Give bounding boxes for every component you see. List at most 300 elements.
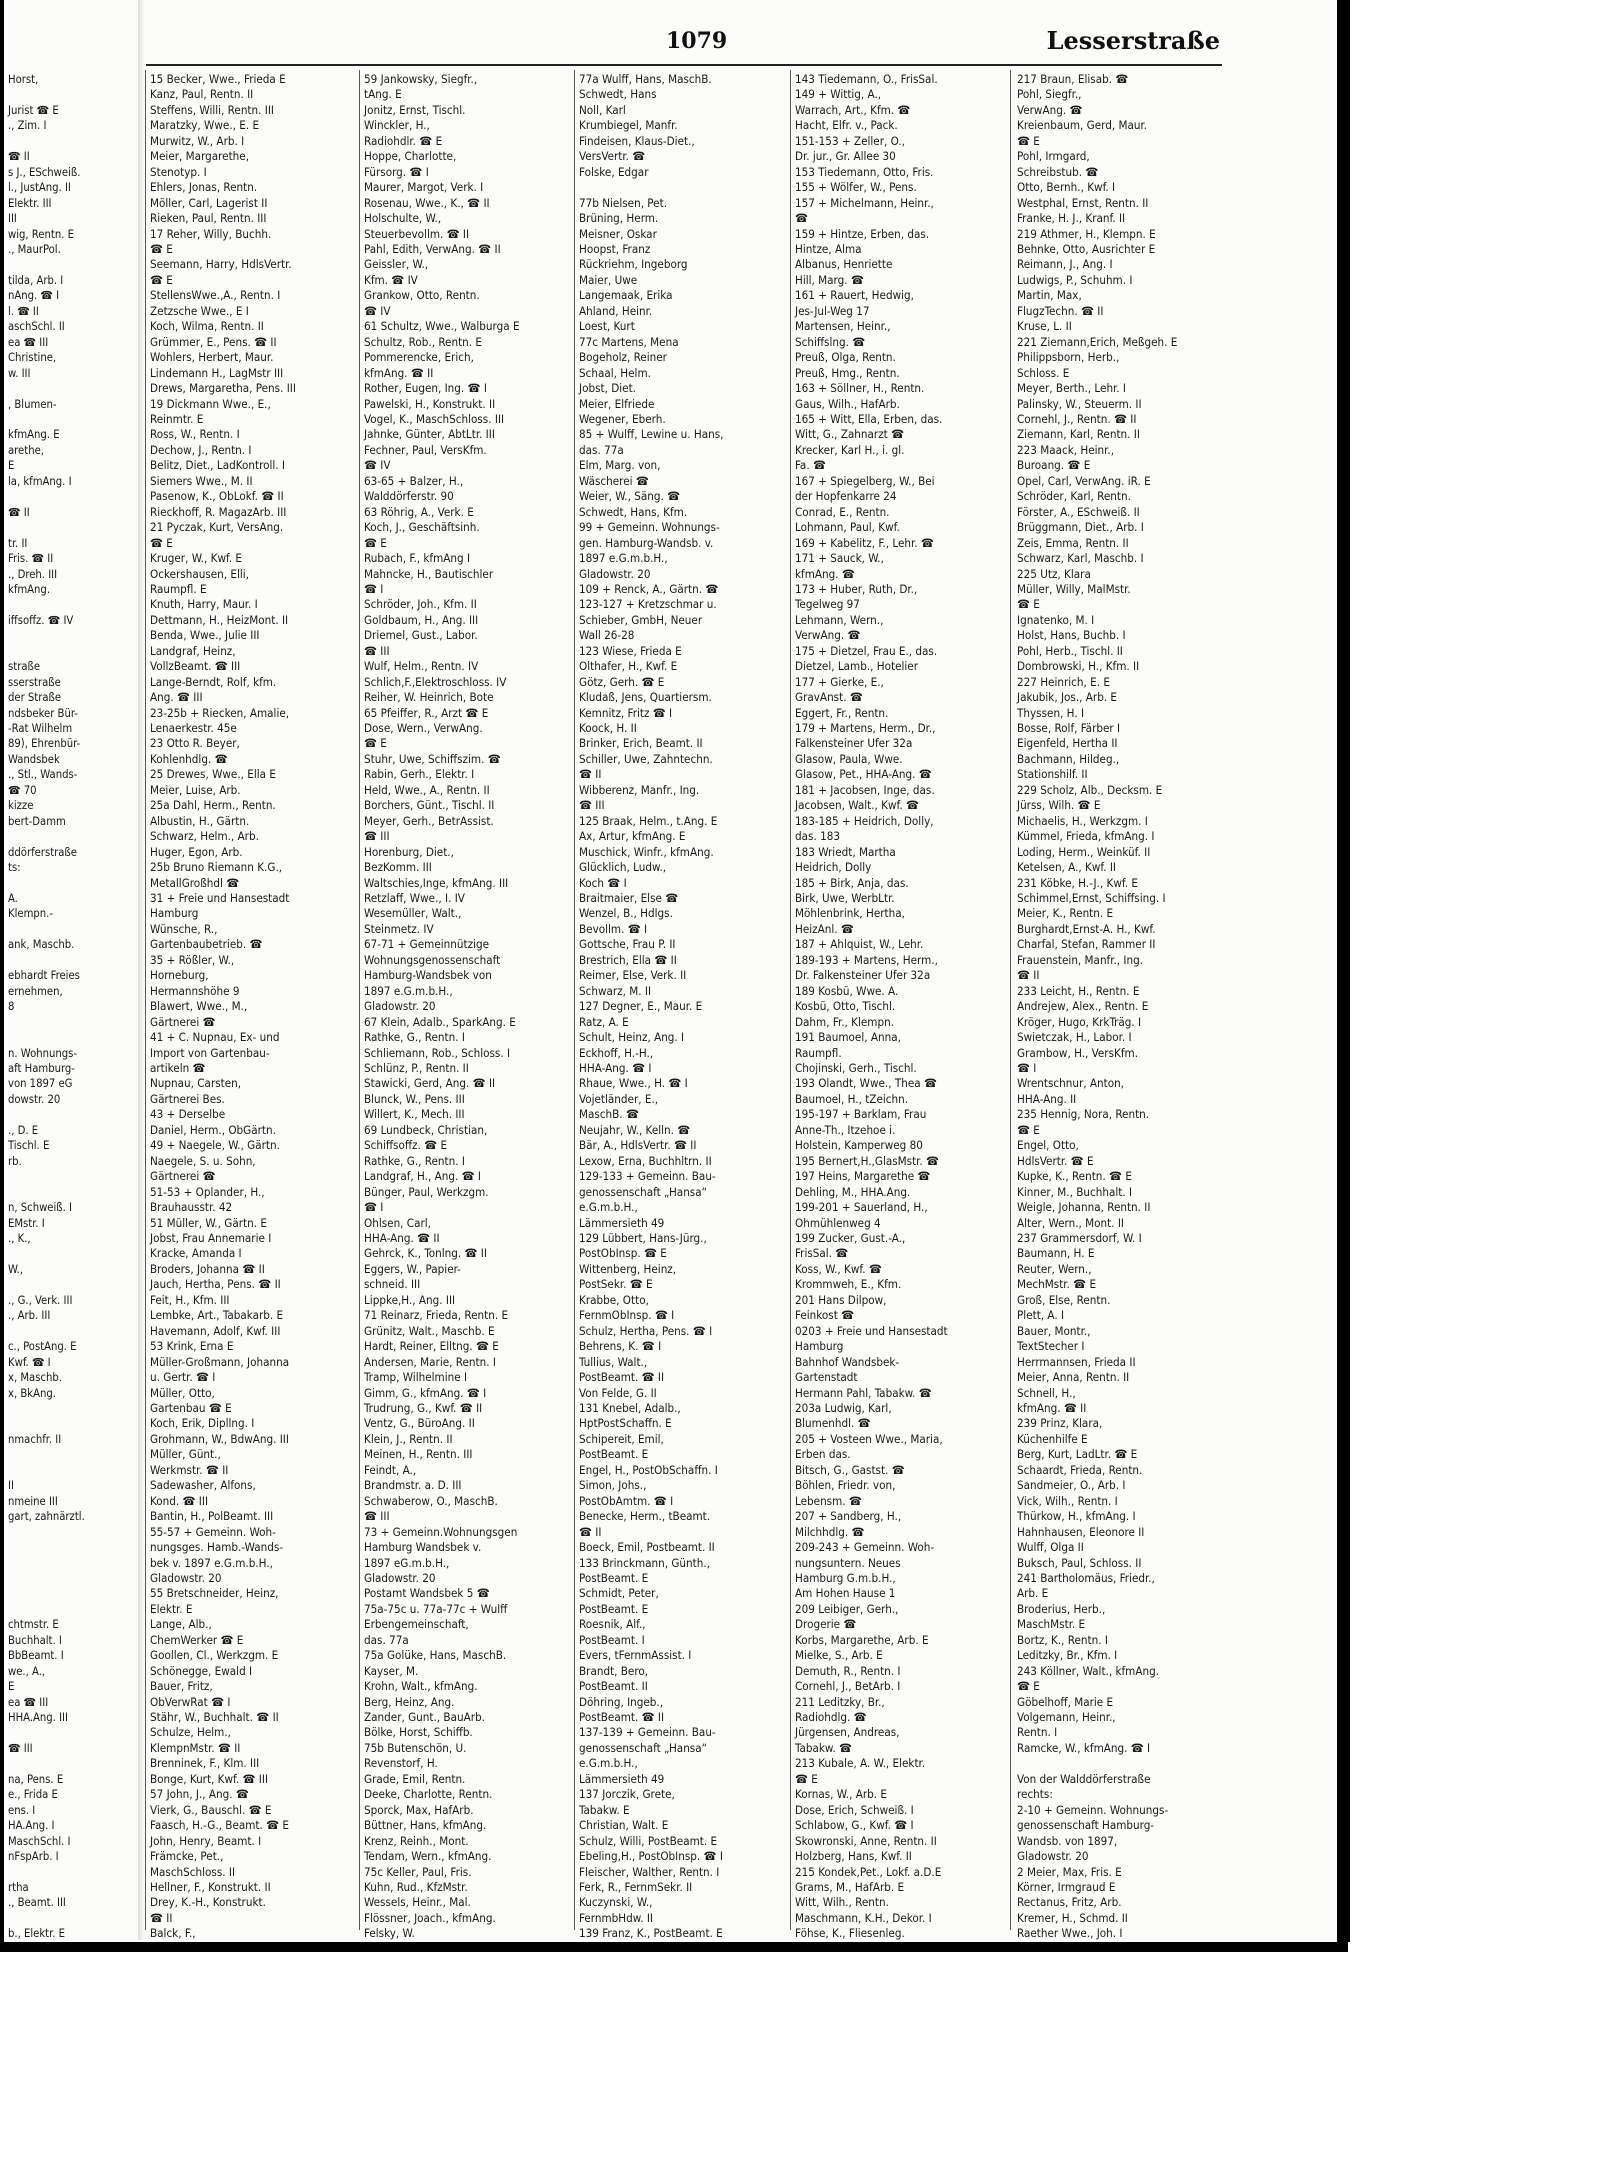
directory-entry-line: 185 + Birk, Anja, das. [795,875,909,890]
directory-entry-line: Broderius, Herb., [1017,1601,1106,1616]
directory-entry-line: 209-243 + Gemeinn. Woh- [795,1540,935,1555]
directory-entry-line [579,180,785,195]
directory-entry-line: Meier, Luise, Arb. [150,782,241,797]
directory-entry-line [8,1015,136,1030]
directory-entry-line: Bünger, Paul, Werkzgm. [364,1184,489,1199]
directory-entry-line: ., K., [8,1231,31,1245]
directory-entry-line: 163 + Söllner, H., Rentn. [795,381,925,396]
directory-entry-line: Schult, Heinz, Ang. I [579,1030,685,1045]
directory-entry-line: Müller, Otto, [150,1385,215,1400]
directory-page [8,0,1336,1940]
directory-entry-line: Burghardt,Ernst-A. H., Kwf. [1017,921,1156,936]
directory-entry-line: Fris. ☎ II [8,552,54,566]
directory-entry-line: 129 Lübbert, Hans-Jürg., [579,1230,707,1245]
directory-entry-line: -Rat Wilhelm [8,722,73,736]
directory-entry-line: Gärtnerei ☎ [150,1014,216,1029]
directory-entry-line [8,1571,136,1586]
directory-entry-line: Kond. ☎ III [150,1493,209,1508]
directory-entry-line: 125 Braak, Helm., t.Ang. E [579,813,718,828]
directory-entry-line: 157 + Michelmann, Heinr., [795,195,934,210]
directory-entry-line: Boeck, Emil, Postbeamt. II [579,1540,715,1555]
directory-entry-line: Ahland, Heinr. [579,303,653,318]
directory-entry-line: ., Arb. III [8,1309,51,1323]
directory-entry-line: Körner, Irmgraud E [1017,1880,1116,1895]
directory-entry-line: Opel, Carl, VerwAng. iR. E [1017,473,1151,488]
directory-entry-line: PostBeamt. ☎ II [579,1710,665,1725]
directory-entry-line: II [8,1479,14,1493]
directory-entry-line: Grams, M., HafArb. E [795,1880,905,1895]
directory-entry-line: 207 + Sandberg, H., [795,1509,902,1524]
directory-entry-line: HA.Ang. I [8,1819,55,1833]
directory-entry-line: Philippsborn, Herb., [1017,350,1120,365]
directory-entry-line: Import von Gartenbau- [150,1045,270,1060]
directory-entry-line: Willert, K., Mech. III [364,1107,465,1122]
directory-entry-line: Gärtnerei Bes. [150,1091,225,1106]
directory-entry-line: der Straße [8,691,62,705]
directory-entry-line: Heidrich, Dolly [795,860,872,875]
directory-entry-line: Meyer, Berth., Lehr. I [1017,381,1126,396]
directory-entry-line: Vojetländer, E., [579,1091,659,1106]
directory-entry-line: GravAnst. ☎ [795,690,863,705]
directory-entry-line: Steuerbevollm. ☎ II [364,226,470,241]
directory-entry-line: Tramp, Wilhelmine I [364,1370,468,1385]
directory-entry-line: Schönegge, Ewald I [150,1663,253,1678]
directory-entry-line: Korbs, Margarethe, Arb. E [795,1632,929,1647]
directory-entry-line: Berg, Kurt, LadLtr. ☎ E [1017,1447,1138,1462]
directory-entry-line: ☎ E [364,736,387,751]
directory-entry-line: Drey, K.-H., Konstrukt. [150,1895,266,1910]
directory-entry-line: Kümmel, Frieda, kfmAng. I [1017,829,1155,844]
directory-entry-line: VersVertr. ☎ [579,149,646,164]
directory-entry-line: ☎ IV [364,458,391,473]
directory-entry-line: Krabbe, Otto, [579,1292,649,1307]
directory-entry-line: s J., ESchweiß. [8,165,81,179]
directory-entry-line: 195 Bernert,H.,GlasMstr. ☎ [795,1153,940,1168]
directory-entry-line: Jurist ☎ E [8,103,59,117]
directory-entry-line: Koss, W., Kwf. ☎ [795,1261,882,1276]
directory-entry-line: Blawert, Wwe., M., [150,999,248,1014]
directory-entry-line [8,1185,136,1200]
directory-entry-line: 187 + Ahlquist, W., Lehr. [795,937,924,952]
directory-entry-line: ts: [8,861,21,875]
directory-entry-line: Kornas, W., Arb. E [795,1787,887,1802]
directory-entry-line: Döhring, Ingeb., [579,1694,664,1709]
directory-entry-line: Hellner, F., Konstrukt. II [150,1880,271,1895]
directory-entry-line: Evers, tFernmAssist. I [579,1648,692,1663]
directory-entry-line: Meisner, Oskar [579,226,657,241]
directory-entry-line: b., Elektr. E [8,1927,65,1941]
directory-entry-line: 23 Otto R. Beyer, [150,736,240,751]
directory-entry-line: rechts: [1017,1787,1053,1802]
directory-entry-line: Schultz, Rob., Rentn. E [364,334,482,349]
directory-entry-line: Krumbiegel, Manfr. [579,118,678,133]
directory-entry-line: Reuter, Wern., [1017,1261,1092,1276]
directory-entry-line: ., MaurPol. [8,242,61,256]
directory-entry-line: Maier, Uwe [579,272,638,287]
directory-entry-line: Faasch, H.-G., Beamt. ☎ E [150,1818,290,1833]
directory-entry-line: 189-193 + Martens, Herm., [795,952,938,967]
directory-entry-line [8,134,136,149]
directory-entry-line: Grünitz, Walt., Maschb. E [364,1323,495,1338]
directory-entry-line [8,1586,136,1601]
directory-entry-line: Wünsche, R., [150,921,218,936]
directory-entry-line: 167 + Spiegelberg, W., Bei [795,473,935,488]
directory-entry-line: Lange, Alb., [150,1617,212,1632]
directory-entry-line: Gärtnerei ☎ [150,1169,216,1184]
directory-entry-line: ☎ II [1017,968,1040,983]
directory-entry-line: Otto, Bernh., Kwf. I [1017,180,1116,195]
directory-entry-line: der Hopfenkarre 24 [795,489,897,504]
directory-entry-line: 77a Wulff, Hans, MaschB. [579,72,712,86]
directory-entry-line: Kinner, M., Buchhalt. I [1017,1184,1133,1199]
scan-border-left [0,0,4,1952]
directory-entry-line: Pasenow, K., ObLokf. ☎ II [150,489,284,504]
directory-entry-line: 203a Ludwig, Karl, [795,1400,892,1415]
directory-entry-line: 2-10 + Gemeinn. Wohnungs- [1017,1802,1169,1817]
directory-entry-line: 57 John, J., Ang. ☎ [150,1787,249,1802]
directory-entry-line: PostBeamt. I [579,1632,645,1647]
directory-entry-line: we., A., [8,1664,46,1678]
directory-entry-line: Möller, Carl, Lagerist II [150,195,268,210]
directory-entry-line: Bortz, K., Rentn. I [1017,1632,1108,1647]
column-divider [145,70,146,1930]
directory-entry-line: Rentn. I [1017,1725,1058,1740]
directory-entry-line: 189 Kosbü, Wwe. A. [795,983,899,998]
directory-entry-line: Von Felde, G. II [579,1385,657,1400]
directory-entry-line: Wall 26-28 [579,628,635,643]
directory-entry-line: Schliemann, Rob., Schloss. I [364,1045,511,1060]
directory-entry-line: Ventz, G., BüroAng. II [364,1416,475,1431]
directory-entry-line: Conrad, E., Rentn. [795,504,890,519]
directory-entry-line: Cornehl, J., Rentn. ☎ II [1017,411,1137,426]
directory-entry-line: dowstr. 20 [8,1092,61,1106]
directory-entry-line: Schröder, Karl, Rentn. [1017,489,1131,504]
directory-entry-line: Westphal, Ernst, Rentn. II [1017,195,1149,210]
directory-entry-line: Lexow, Erna, Buchhltrn. II [579,1153,712,1168]
directory-entry-line: Ketelsen, A., Kwf. II [1017,860,1117,875]
directory-entry-line: Buksch, Paul, Schloss. II [1017,1555,1142,1570]
directory-entry-line: Rubach, F., kfmAng I [364,551,471,566]
directory-entry-line: kfmAng. ☎ [795,566,855,581]
directory-entry-line: ☎ E [1017,597,1040,612]
directory-entry-line: 231 Köbke, H.-J., Kwf. E [1017,875,1138,890]
directory-entry-line [8,1277,136,1292]
directory-entry-line: Kfm. ☎ IV [364,272,418,287]
directory-entry-line: ☎ III [364,829,390,844]
directory-entry-line: 139 Franz, K., PostBeamt. E [579,1926,723,1941]
directory-entry-line: Brüning, Herm. [579,211,659,226]
directory-entry-line: 243 Köllner, Walt., kfmAng. [1017,1663,1160,1678]
directory-entry-line: Christine, [8,351,57,365]
column-divider [1010,70,1011,1930]
directory-entry-line: Falkensteiner Ufer 32a [795,736,913,751]
directory-entry-line: Bosse, Rolf, Färber I [1017,721,1121,736]
directory-entry-line [8,597,136,612]
directory-entry-line: ☎ E [1017,1122,1040,1137]
directory-entry-line: ☎ 70 [8,783,37,797]
directory-entry-line: Bauer, Fritz, [150,1679,213,1694]
directory-entry-line: Roesnik, Alf., [579,1617,646,1632]
directory-entry-line: 73 + Gemeinn.Wohnungsgen [364,1524,518,1539]
directory-entry-line: Gimm, G., kfmAng. ☎ I [364,1385,487,1400]
directory-entry-line: 201 Hans Dilpow, [795,1292,887,1307]
directory-entry-line [8,520,136,535]
directory-entry-line: Kremer, H., Schmd. II [1017,1910,1128,1925]
directory-entry-line: Chojinski, Gerh., Tischl. [795,1061,917,1075]
directory-entry-line: 161 + Rauert, Hedwig, [795,288,914,303]
directory-entry-line: Radiohdlg. ☎ [795,1710,867,1725]
directory-entry-line: Elm, Marg. von, [579,458,661,473]
directory-entry-line: Glücklich, Ludw., [579,860,667,875]
directory-entry-line: Främcke, Pet., [150,1849,224,1864]
directory-entry-line: Koch, J., Geschäftsinh. [364,520,480,535]
directory-entry-line: ., Zim. I [8,119,47,133]
directory-entry-line: das. 77a [364,1632,409,1647]
directory-entry-line: Stähr, W., Buchhalt. ☎ II [150,1710,279,1725]
directory-entry-line: Findeisen, Klaus-Diet., [579,133,695,148]
directory-entry-line: III [8,212,17,226]
directory-entry-line: Mahncke, H., Bautischler [364,566,494,581]
directory-entry-line: Götz, Gerh. ☎ E [579,674,665,689]
directory-entry-line: Rückriehm, Ingeborg [579,257,688,272]
directory-entry-line: Wäscherei ☎ [579,473,649,488]
directory-entry-line: Palinsky, W., Steuerm. II [1017,396,1142,411]
directory-entry-line: Krohn, Walt., kfmAng. [364,1679,478,1694]
directory-entry-line: Kanz, Paul, Rentn. II [150,87,254,102]
directory-entry-line: Hacht, Elfr. v., Pack. [795,118,898,133]
directory-entry-line: straße [8,660,41,674]
directory-entry-line: PostObAmtm. ☎ I [579,1493,674,1508]
directory-entry-line: Havemann, Adolf, Kwf. III [150,1323,281,1338]
directory-entry-line: Hermann Pahl, Tabakw. ☎ [795,1385,932,1400]
directory-entry-line: 77b Nielsen, Pet. [579,195,668,210]
directory-entry-line: ., Beamt. III [8,1896,66,1910]
directory-entry-line: Brestrich, Ella ☎ II [579,952,677,967]
directory-entry-line: Ax, Artur, kfmAng. E [579,829,686,844]
directory-entry-line: 215 Kondek,Pet., Lokf. a.D.E [795,1864,942,1879]
directory-entry-line: Rosenau, Wwe., K., ☎ II [364,195,490,210]
directory-entry-line: ., Dreh. III [8,567,58,581]
directory-entry-line: Göbelhoff, Marie E [1017,1694,1114,1709]
directory-entry-line: PostBeamt. E [579,1447,649,1462]
directory-entry-line: Loest, Kurt [579,319,635,334]
directory-entry-line: ☎ III [579,798,605,813]
directory-entry-line: Sadewasher, Alfons, [150,1478,256,1493]
directory-entry-line: Michaelis, H., Werkzgm. I [1017,813,1148,828]
directory-entry-line: Albanus, Henriette [795,257,893,272]
directory-entry-line: Elektr. E [150,1601,193,1616]
directory-entry-line: ☎ E [150,535,173,550]
directory-entry-line: ☎ III [364,643,390,658]
directory-entry-line: x, Maschb. [8,1371,62,1385]
directory-entry-line: Berg, Heinz, Ang. [364,1694,455,1709]
directory-entry-line: Anne-Th., Itzehoe i. [795,1122,896,1137]
directory-entry-line: Leditzky, Br., Kfm. I [1017,1648,1118,1663]
directory-entry-line: 123 Wiese, Frieda E [579,643,682,658]
directory-entry-line: Rother, Eugen, Ing. ☎ I [364,381,487,396]
directory-entry-line: Jakubik, Jos., Arb. E [1017,690,1118,705]
directory-entry-line: u. Gertr. ☎ I [150,1370,216,1385]
directory-entry-line: Ross, W., Rentn. I [150,427,240,442]
directory-entry-line: Deeke, Charlotte, Rentn. [364,1787,493,1802]
directory-entry-line: Borchers, Günt., Tischl. II [364,798,495,813]
directory-entry-line: ddörferstraße [8,845,77,859]
directory-entry-line: tr. II [8,536,28,550]
directory-entry-line: ☎ III [8,1741,33,1755]
directory-entry-line: das. 183 [795,829,840,844]
directory-entry-line: Brandt, Bero, [579,1663,649,1678]
page-number: 1079 [666,28,728,54]
directory-entry-line: PostObInsp. ☎ E [579,1246,667,1261]
directory-entry-line: Koock, H. II [579,721,637,736]
directory-entry-line: Weigle, Johanna, Rentn. II [1017,1200,1151,1215]
directory-entry-line: Tullius, Walt., [579,1354,648,1369]
directory-entry-line: Ehlers, Jonas, Rentn. [150,180,258,195]
directory-entry-line: 51-53 + Oplander, H., [150,1184,265,1199]
directory-entry-line: Kupke, K., Rentn. ☎ E [1017,1169,1132,1184]
directory-entry-line: 67-71 + Gemeinnützige [364,937,489,952]
directory-entry-line: Meier, Margarethe, [150,149,250,164]
directory-column-4 [795,72,1005,1941]
directory-entry-line: 17 Reher, Willy, Buchh. [150,226,272,241]
directory-entry-line: Dahm, Fr., Klempn. [795,1014,894,1029]
directory-entry-line: Wulf, Helm., Rentn. IV [364,659,479,674]
directory-entry-line: Stawicki, Gerd, Ang. ☎ II [364,1076,496,1091]
directory-entry-line: ea ☎ III [8,335,49,349]
directory-entry-line: arethe, [8,443,44,457]
directory-entry-line: Kuhn, Rud., KfzMstr. [364,1880,468,1895]
directory-entry-line: Fechner, Paul, VersKfm. [364,442,487,457]
directory-entry-line: e.G.m.b.H., [579,1200,638,1215]
directory-entry-line: Ohmühlenweg 4 [795,1215,881,1230]
directory-entry-line: artikeln ☎ [150,1061,206,1075]
directory-entry-line: Walddörferstr. 90 [364,489,454,504]
directory-entry-line: 71 Reinarz, Frieda, Rentn. E [364,1308,509,1323]
directory-entry-line: Eckhoff, H.-H., [579,1045,654,1060]
directory-entry-line: Kwf. ☎ I [8,1355,51,1369]
directory-entry-line: Lohmann, Paul, Kwf. [795,520,900,535]
directory-entry-line: Sporck, Max, HafArb. [364,1802,474,1817]
directory-column-5 [1017,72,1227,1941]
directory-entry-line: Hoopst, Franz [579,241,651,256]
directory-entry-line: Dr. jur., Gr. Allee 30 [795,149,896,164]
directory-entry-line: Naegele, S. u. Sohn, [150,1153,256,1168]
directory-entry-line: Reimer, Else, Verk. II [579,968,687,983]
directory-entry-line: 143 Tiedemann, O., FrisSal. [795,72,938,86]
directory-entry-line: Grankow, Otto, Rentn. [364,288,480,303]
directory-entry-line: 183-185 + Heidrich, Dolly, [795,813,934,828]
directory-entry-line [8,1725,136,1740]
directory-entry-line: 65 Pfeiffer, R., Arzt ☎ E [364,705,489,720]
directory-entry-line: Wegener, Eberh. [579,411,666,426]
directory-entry-line: Kludaß, Jens, Quartiersm. [579,690,712,705]
directory-entry-line: Bachmann, Hildeg., [1017,751,1120,766]
directory-entry-line: ☎ I [1017,1061,1037,1075]
directory-entry-line [8,1169,136,1184]
directory-entry-line: John, Henry, Beamt. I [150,1833,262,1848]
directory-entry-line [8,1246,136,1261]
directory-entry-line: Hintze, Alma [795,241,862,256]
directory-column-2 [364,72,570,1941]
directory-entry-line: Plett, A. I [1017,1308,1065,1323]
directory-entry-line: la, kfmAng. I [8,474,72,488]
directory-entry-line: Schulz, Hertha, Pens. ☎ I [579,1323,713,1338]
directory-entry-line: Böhlen, Friedr. von, [795,1478,896,1493]
directory-entry-line: rb. [8,1154,22,1168]
directory-entry-line: ndsbeker Bür- [8,706,78,720]
directory-entry-line: Schnell, H., [1017,1385,1076,1400]
directory-entry-line: Milchhdlg. ☎ [795,1524,865,1539]
directory-entry-line: Brinker, Erich, Beamt. II [579,736,703,751]
directory-entry-line: MaschSchl. I [8,1834,71,1848]
directory-entry-line: 179 + Martens, Herm., Dr., [795,721,936,736]
directory-entry-line: Meyer, Gerh., BetrAssist. [364,813,494,828]
directory-entry-line: 237 Grammersdorf, W. I [1017,1230,1142,1245]
directory-entry-line: 127 Degner, E., Maur. E [579,999,703,1014]
directory-entry-line: 1897 e.G.m.b.H., [579,551,668,566]
directory-entry-line: Jes-Jul-Weg 17 [795,303,870,318]
directory-entry-line: Müller, Willy, MalMstr. [1017,581,1131,596]
directory-entry-line: Glasow, Paula, Wwe. [795,751,903,766]
directory-entry-line: Christian, Walt. E [579,1818,669,1833]
directory-entry-line: 89), Ehrenbür- [8,737,81,751]
directory-entry-line: kfmAng. ☎ II [1017,1400,1087,1415]
directory-entry-line: MaschB. ☎ [579,1107,639,1122]
directory-entry-line: Ebeling,H., PostObInsp. ☎ I [579,1849,723,1864]
directory-entry-line: 241 Bartholomäus, Friedr., [1017,1570,1155,1585]
directory-entry-line: Wandsbek [8,752,60,766]
directory-entry-line: Olthafer, H., Kwf. E [579,659,678,674]
directory-entry-line: PostSekr. ☎ E [579,1277,653,1292]
directory-entry-line: 49 + Naegele, W., Gärtn. [150,1138,280,1153]
directory-entry-line: 123-127 + Kretzschmar u. [579,597,717,612]
directory-entry-line: Dehling, M., HHA.Ang. [795,1184,911,1199]
directory-entry-line: Driemel, Gust., Labor. [364,628,478,643]
directory-entry-line: Blumenhdl. ☎ [795,1416,871,1431]
directory-entry-line: Albustin, H., Gärtn. [150,813,250,828]
directory-entry-line: Maurer, Margot, Verk. I [364,180,484,195]
directory-entry-line: HHA-Ang. ☎ II [364,1230,440,1245]
directory-entry-line: Zetzsche Wwe., E I [150,303,249,318]
directory-entry-line: Alter, Wern., Mont. II [1017,1215,1124,1230]
directory-entry-line: PostBeamt. E [579,1570,649,1585]
directory-entry-line: 85 + Wulff, Lewine u. Hans, [579,427,724,442]
directory-entry-line: 233 Leicht, H., Rentn. E [1017,983,1140,998]
directory-entry-line: Baumann, H. E [1017,1246,1095,1261]
directory-entry-line: Stuhr, Uwe, Schiffszim. ☎ [364,751,501,766]
directory-entry-line: Balck, F., [150,1926,196,1941]
directory-entry-line: Pawelski, H., Konstrukt. II [364,396,496,411]
directory-entry-line: Daniel, Herm., ObGärtn. [150,1122,276,1137]
directory-entry-line: HdlsVertr. ☎ E [1017,1153,1094,1168]
directory-entry-line: ., D. E [8,1123,39,1137]
directory-entry-line: Grade, Emil, Rentn. [364,1771,466,1786]
directory-entry-line: Küchenhilfe E [1017,1431,1088,1446]
directory-entry-line: 199-201 + Sauerland, H., [795,1200,928,1215]
directory-entry-line: Gaus, Wilh., HafArb. [795,396,900,411]
directory-entry-line: tAng. E [364,87,402,102]
directory-entry-line: 183 Wriedt, Martha [795,844,896,859]
directory-entry-line: MechMstr. ☎ E [1017,1277,1097,1292]
directory-entry-line: 151-153 + Zeller, O., [795,133,905,148]
directory-entry-line: 175 + Dietzel, Frau E., das. [795,643,938,658]
directory-entry-line: schneid. III [364,1277,421,1292]
directory-entry-line: 137 Jorczik, Grete, [579,1787,675,1802]
directory-entry-line: Hahnhausen, Eleonore II [1017,1524,1145,1539]
directory-entry-line: 41 + C. Nupnau, Ex- und [150,1030,280,1045]
directory-entry-line: Eggert, Fr., Rentn. [795,705,889,720]
directory-entry-line: HptPostSchaffn. E [579,1416,672,1431]
